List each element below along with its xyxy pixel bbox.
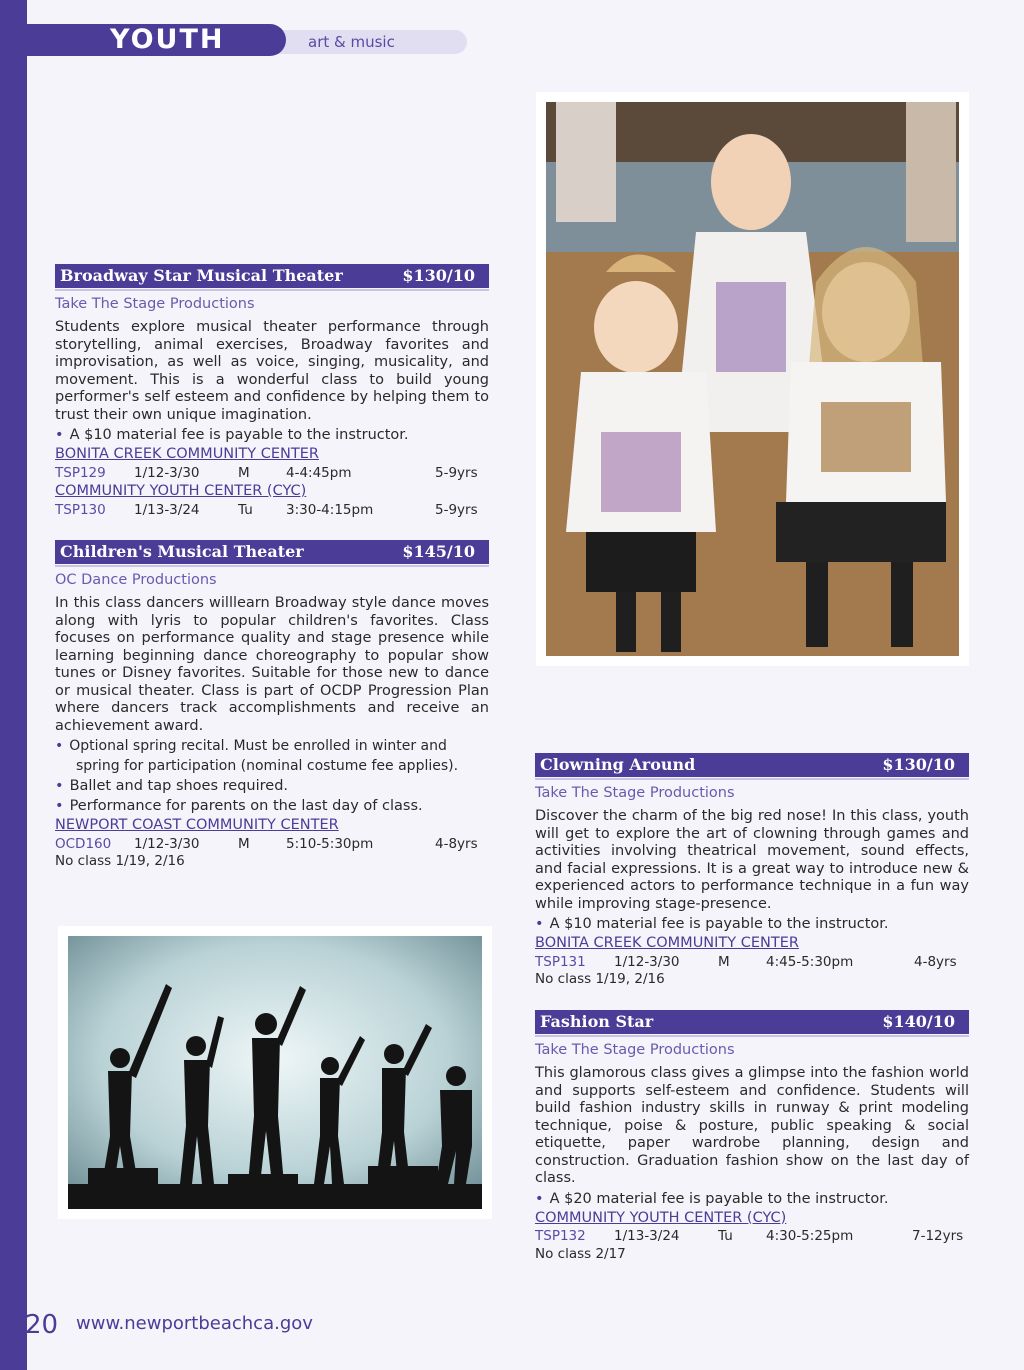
silhouettes-photo xyxy=(68,936,482,1209)
silhouettes-photo-illustration xyxy=(68,936,482,1209)
schedule-row xyxy=(55,835,489,854)
location-link[interactable]: NEWPORT COAST COMMUNITY CENTER xyxy=(55,817,339,833)
course-dates: 1/12-3/30 xyxy=(614,953,680,970)
class-bullet xyxy=(55,796,489,816)
course-ages: 5-9yrs xyxy=(435,464,478,481)
bullet-continuation: spring for participation (nominal costume fee applies). xyxy=(76,758,459,774)
course-ages: 4-8yrs xyxy=(435,835,478,852)
class-title-bar xyxy=(55,540,489,564)
course-code: TSP130 xyxy=(55,501,106,518)
class-provider: OC Dance Productions xyxy=(55,572,217,588)
class-description: In this class dancers willlearn Broadway style dance moves along with lyris to popular children's favorites. Class focuses on performance quality and stage presence while learning beginning dance choreography to popular show tunes or Disney favorites. Suitable for those new to dance or musical theater. Class is part of OCDP Progression Plan where dancers track accomplishments and receive an achievement award. xyxy=(55,595,489,734)
bullet-text: A $10 material fee is payable to the instructor. xyxy=(549,916,889,932)
website-link[interactable]: www.newportbeachca.gov xyxy=(76,1313,313,1334)
class-title-bar xyxy=(55,264,489,288)
course-day: Tu xyxy=(238,501,253,518)
girls-photo-illustration xyxy=(546,102,959,656)
course-day: M xyxy=(718,953,730,970)
class-bullet xyxy=(55,736,489,756)
bullet-text: Ballet and tap shoes required. xyxy=(69,778,289,794)
bullet-dot: • xyxy=(55,778,64,794)
bullet-text: A $10 material fee is payable to the instructor. xyxy=(69,427,409,443)
schedule-row xyxy=(55,464,489,483)
bullet-dot: • xyxy=(535,916,544,932)
bullet-dot: • xyxy=(535,1190,544,1207)
course-ages: 7-12yrs xyxy=(912,1228,964,1244)
course-day: Tu xyxy=(718,1228,733,1244)
girls-photo-frame xyxy=(536,92,969,666)
class-price: $140/10 xyxy=(882,1012,955,1031)
course-code: OCD160 xyxy=(55,835,112,852)
course-time: 5:10-5:30pm xyxy=(286,835,374,852)
class-fashion-star xyxy=(535,1010,969,1263)
class-provider: Take The Stage Productions xyxy=(55,296,255,312)
class-bullet xyxy=(535,1189,969,1209)
class-broadway-star xyxy=(55,264,489,519)
course-dates: 1/12-3/30 xyxy=(134,835,200,852)
page-number: 20 xyxy=(25,1310,59,1340)
class-price: $130/10 xyxy=(402,266,475,285)
location-link[interactable]: BONITA CREEK COMMUNITY CENTER xyxy=(55,446,319,462)
class-title-bar xyxy=(535,753,969,777)
class-title: Clowning Around xyxy=(540,755,696,774)
course-code: TSP132 xyxy=(535,1228,586,1244)
location-link[interactable]: COMMUNITY YOUTH CENTER (CYC) xyxy=(535,1209,787,1226)
course-day: M xyxy=(238,835,250,852)
course-dates: 1/13-3/24 xyxy=(134,501,200,518)
title-underline xyxy=(535,778,969,780)
section-subtitle: art & music xyxy=(308,33,395,51)
bullet-dot: • xyxy=(55,738,64,754)
location-link[interactable]: COMMUNITY YOUTH CENTER (CYC) xyxy=(55,483,307,499)
title-underline xyxy=(55,289,489,291)
class-description: Students explore musical theater performance through storytelling, animal exercises, Broadway favorites and improvisation, as well as voice, singing, musicality, and movement. This is a wonderful class to build young performer's self esteem and confidence by helping them to trust their own unique imagination. xyxy=(55,319,489,423)
bullet-text: A $20 material fee is payable to the instructor. xyxy=(549,1190,889,1207)
class-note: No class 2/17 xyxy=(535,1245,626,1262)
section-title: YOUTH xyxy=(110,24,225,55)
course-time: 4:45-5:30pm xyxy=(766,953,854,970)
class-price: $145/10 xyxy=(402,542,475,561)
silhouettes-photo-frame xyxy=(58,926,492,1219)
class-title: Broadway Star Musical Theater xyxy=(60,266,343,285)
left-color-spine xyxy=(0,0,27,1370)
class-bullet xyxy=(55,425,489,445)
course-time: 4-4:45pm xyxy=(286,464,352,481)
schedule-row xyxy=(535,953,969,972)
title-underline xyxy=(55,565,489,567)
class-note: No class 1/19, 2/16 xyxy=(55,853,185,869)
course-dates: 1/13-3/24 xyxy=(614,1228,680,1244)
class-description: Discover the charm of the big red nose! In this class, youth will get to explore the art of clowning through games and activities involving theatrical movement, sound effects, and facial expressions. It is a great way to introduce new & experienced actors to performance technique in a fun way while improving stage-presence. xyxy=(535,808,969,912)
class-bullet xyxy=(55,776,489,796)
bullet-dot: • xyxy=(55,798,64,814)
course-code: TSP131 xyxy=(535,953,586,970)
location-link[interactable]: BONITA CREEK COMMUNITY CENTER xyxy=(535,935,799,951)
bullet-text: Optional spring recital. Must be enrolled in winter and xyxy=(69,738,447,754)
class-price: $130/10 xyxy=(882,755,955,774)
class-provider: Take The Stage Productions xyxy=(535,1042,735,1058)
class-clowning-around xyxy=(535,753,969,988)
class-childrens-musical xyxy=(55,540,489,870)
class-title: Fashion Star xyxy=(540,1012,654,1031)
course-code: TSP129 xyxy=(55,464,106,481)
class-provider: Take The Stage Productions xyxy=(535,785,735,801)
class-note: No class 1/19, 2/16 xyxy=(535,971,665,987)
class-title-bar xyxy=(535,1010,969,1034)
course-time: 3:30-4:15pm xyxy=(286,501,374,518)
course-dates: 1/12-3/30 xyxy=(134,464,200,481)
course-time: 4:30-5:25pm xyxy=(766,1228,854,1244)
class-title: Children's Musical Theater xyxy=(60,542,304,561)
course-day: M xyxy=(238,464,250,481)
schedule-row xyxy=(55,501,489,520)
course-ages: 5-9yrs xyxy=(435,501,478,518)
girls-photo xyxy=(546,102,959,656)
course-ages: 4-8yrs xyxy=(914,953,957,970)
title-underline xyxy=(535,1035,969,1037)
class-description: This glamorous class gives a glimpse into the fashion world and supports self-esteem and confidence. Students will build fashion industry skills in runway & print modeling technique, poise & posture, public speaking & social etiquette, paper wardrobe planning, design and construction. Graduation fashion show on the last day of class. xyxy=(535,1065,969,1186)
schedule-row xyxy=(535,1227,969,1246)
bullet-dot: • xyxy=(55,427,64,443)
bullet-text: Performance for parents on the last day of class. xyxy=(69,798,423,814)
class-bullet xyxy=(535,914,969,934)
